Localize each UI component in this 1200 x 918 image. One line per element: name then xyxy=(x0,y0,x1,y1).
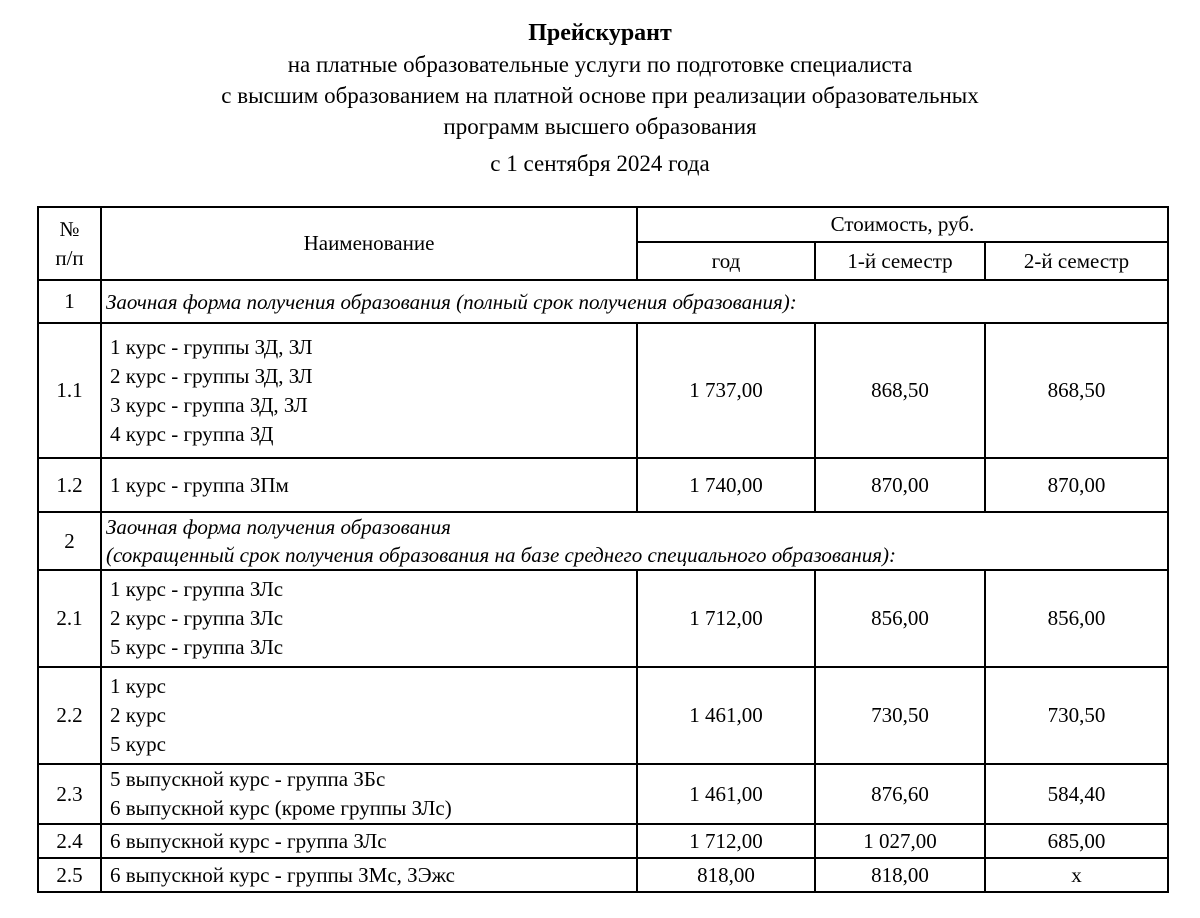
table-row xyxy=(38,667,1168,764)
effective-date: с 1 сентября 2024 года xyxy=(490,151,710,176)
price-year: 1 740,00 xyxy=(637,458,815,512)
price-sem1: 856,00 xyxy=(815,570,985,667)
row-number: 2.1 xyxy=(38,570,101,667)
section-row xyxy=(38,280,1168,323)
column-header-sem2: 2-й семестр xyxy=(985,242,1168,280)
table-row xyxy=(38,764,1168,824)
row-name xyxy=(101,764,637,824)
row-name xyxy=(101,858,637,892)
table-body xyxy=(38,280,1168,892)
table-row xyxy=(38,570,1168,667)
section-row xyxy=(38,512,1168,570)
price-sem2: 870,00 xyxy=(985,458,1168,512)
section-title xyxy=(101,512,1168,570)
subtitle-line: программ высшего образования xyxy=(443,114,757,139)
column-header-year: год xyxy=(637,242,815,280)
row-number: 2.3 xyxy=(38,764,101,824)
row-number: 2.2 xyxy=(38,667,101,764)
price-sem2: 685,00 xyxy=(985,824,1168,858)
document-header xyxy=(0,18,1200,179)
subtitle-line: с высшим образованием на платной основе при реализации образовательных xyxy=(221,83,979,108)
table-row xyxy=(38,458,1168,512)
price-year: 1 712,00 xyxy=(637,824,815,858)
price-year: 1 461,00 xyxy=(637,764,815,824)
price-year: 1 737,00 xyxy=(637,323,815,458)
price-year: 1 461,00 xyxy=(637,667,815,764)
price-sem2: 868,50 xyxy=(985,323,1168,458)
row-name-line: 1 курс - группа ЗЛс xyxy=(110,577,284,601)
price-sem2: 584,40 xyxy=(985,764,1168,824)
column-header-name: Наименование xyxy=(101,207,637,280)
row-name-line: 6 выпускной курс - группы ЗМс, ЗЭжс xyxy=(110,862,456,887)
price-year: 1 712,00 xyxy=(637,570,815,667)
price-sem1: 1 027,00 xyxy=(815,824,985,858)
row-name-line: 1 курс - группы ЗД, ЗЛ xyxy=(110,334,313,359)
row-name xyxy=(101,667,637,764)
row-name-line: 1 курс - группа ЗПм xyxy=(110,472,289,497)
row-name xyxy=(101,824,637,858)
row-name-line: 3 курс - группа ЗД, ЗЛ xyxy=(110,392,308,417)
section-title-line: Заочная форма получения образования xyxy=(106,515,451,539)
price-sem1: 870,00 xyxy=(815,458,985,512)
row-number: 2.5 xyxy=(38,858,101,892)
section-number: 1 xyxy=(38,280,101,323)
section-title xyxy=(101,280,1168,323)
price-sem1: 818,00 xyxy=(815,858,985,892)
table-row xyxy=(38,858,1168,892)
section-title-line: (сокращенный срок получения образования на базе среднего специального образования): xyxy=(106,543,897,567)
row-name-line: 5 выпускной курс - группа ЗБс xyxy=(110,767,386,791)
row-number: 1.2 xyxy=(38,458,101,512)
row-number: 1.1 xyxy=(38,323,101,458)
price-table xyxy=(37,206,1169,893)
subtitle-line: на платные образовательные услуги по подготовке специалиста xyxy=(287,52,913,77)
table-row xyxy=(38,323,1168,458)
price-sem1: 868,50 xyxy=(815,323,985,458)
row-name-line: 2 курс xyxy=(110,703,166,727)
row-name-line: 5 курс xyxy=(110,732,166,756)
row-name-line: 1 курс xyxy=(110,674,166,698)
row-name-line: 4 курс - группа ЗД xyxy=(110,421,274,446)
price-sem2: 856,00 xyxy=(985,570,1168,667)
row-name-line: 6 выпускной курс (кроме группы ЗЛс) xyxy=(110,796,452,820)
row-name xyxy=(101,323,637,458)
row-name-line: 2 курс - группы ЗД, ЗЛ xyxy=(110,363,313,388)
price-sem1: 876,60 xyxy=(815,764,985,824)
row-number: 2.4 xyxy=(38,824,101,858)
row-name-line: 6 выпускной курс - группа ЗЛс xyxy=(110,828,387,853)
price-year: 818,00 xyxy=(637,858,815,892)
row-name xyxy=(101,570,637,667)
table-row xyxy=(38,824,1168,858)
price-sem2: 730,50 xyxy=(985,667,1168,764)
column-header-number: № п/п xyxy=(38,207,101,280)
row-name-line: 5 курс - группа ЗЛс xyxy=(110,635,284,659)
section-title-line: Заочная форма получения образования (полный срок получения образования): xyxy=(106,289,797,314)
section-number: 2 xyxy=(38,512,101,570)
price-sem2: х xyxy=(985,858,1168,892)
column-header-cost: Стоимость, руб. xyxy=(637,207,1168,242)
column-header-sem1: 1-й семестр xyxy=(815,242,985,280)
price-sem1: 730,50 xyxy=(815,667,985,764)
row-name xyxy=(101,458,637,512)
document-title: Прейскурант xyxy=(528,20,672,46)
row-name-line: 2 курс - группа ЗЛс xyxy=(110,606,284,630)
